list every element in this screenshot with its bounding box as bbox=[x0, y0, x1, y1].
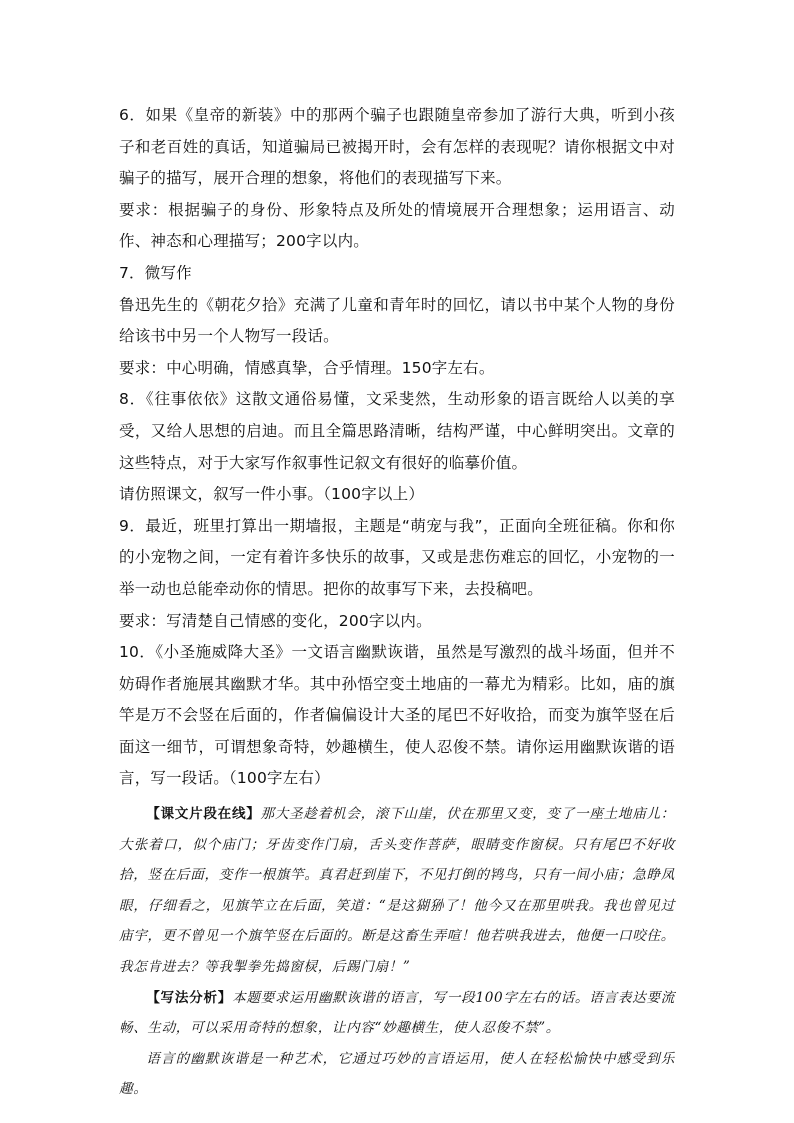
page-content bbox=[119, 100, 675, 1105]
question-7-title: 7．微写作 bbox=[119, 263, 192, 282]
closing-paragraph: 语言的幽默诙谐是一种艺术，它通过巧妙的言语运用，使人在轻松愉快中感受到乐趣。 bbox=[119, 1050, 675, 1098]
question-10-text: 10．《小圣施威降大圣》一文语言幽默诙谐，虽然是写激烈的战斗场面，但并不妨碍作者施展其幽默才华。其中孙悟空变土地庙的一幕尤为精彩。比如，庙的旗竿是万不会竖在后面的，作者偏偏设计大圣的尾巴不好收拾，而变为旗竿竖在后面这一细节，可谓想象奇特，妙趣横生，使人忍俊不禁。请你运用幽默诙谐的语言，写一段话。（100字左右） bbox=[119, 643, 675, 788]
question-6-requirement: 要求：根据骗子的身份、形象特点及所处的情境展开合理想象；运用语言、动作、神态和心理描写；200字以内。 bbox=[119, 200, 675, 251]
question-9-text: 9．最近，班里打算出一期墙报，主题是“萌宠与我”，正面向全班征稿。你和你的小宠物之间，一定有着许多快乐的故事，又或是悲伤难忘的回忆，小宠物的一举一动也总能牵动你的情思。把你的故事写下来，去投稿吧。 bbox=[119, 516, 675, 598]
question-8-requirement: 请仿照课文，叙写一件小事。（100字以上） bbox=[119, 485, 425, 504]
excerpt-tag: 【课文片段在线】 bbox=[146, 806, 261, 823]
analysis-tag: 【写法分析】 bbox=[146, 989, 233, 1006]
analysis-paragraph bbox=[119, 983, 675, 1044]
excerpt-paragraph bbox=[119, 799, 675, 983]
question-7-text: 鲁迅先生的《朝花夕拾》充满了儿童和青年时的回忆，请以书中某个人物的身份给该书中另一个人物写一段话。 bbox=[119, 295, 675, 346]
excerpt-text: 那大圣趁着机会，滚下山崖，伏在那里又变，变了一座土地庙儿：大张着口，似个庙门；牙齿变作门扇，舌头变作菩萨，眼睛变作窗棂。只有尾巴不好收拾，竖在后面，变作一根旗竿。真君赶到崖下，不见打倒的鸨鸟，只有一间小庙；急睁凤眼，仔细看之，见旗竿立在后面，笑道：“是这猢狲了！他今又在那里哄我。我也曾见过庙宇，更不曾见一个旗竿竖在后面的。断是这畜生弄喧！他若哄我进去，他便一口咬住。我怎肯进去？等我掣拳先捣窗棂，后踢门扇！” bbox=[119, 806, 675, 976]
question-6-text: 6．如果《皇帝的新装》中的那两个骗子也跟随皇帝参加了游行大典，听到小孩子和老百姓的真话，知道骗局已被揭开时，会有怎样的表现呢？请你根据文中对骗子的描写，展开合理的想象，将他们的表现描写下来。 bbox=[119, 106, 675, 188]
question-7-requirement: 要求：中心明确，情感真挚，合乎情理。150字左右。 bbox=[119, 358, 495, 377]
analysis-text: 本题要求运用幽默诙谐的语言，写一段100字左右的话。语言表达要流畅、生动，可以采用奇特的想象，让内容“妙趣横生，使人忍俊不禁”。 bbox=[119, 989, 675, 1037]
question-9-requirement: 要求：写清楚自己情感的变化，200字以内。 bbox=[119, 611, 432, 630]
question-8-text: 8．《往事依依》这散文通俗易懂，文采斐然，生动形象的语言既给人以美的享受，又给人思想的启迪。而且全篇思路清晰，结构严谨，中心鲜明突出。文章的这些特点，对于大家写作叙事性记叙文有很好的临摹价值。 bbox=[119, 390, 675, 472]
